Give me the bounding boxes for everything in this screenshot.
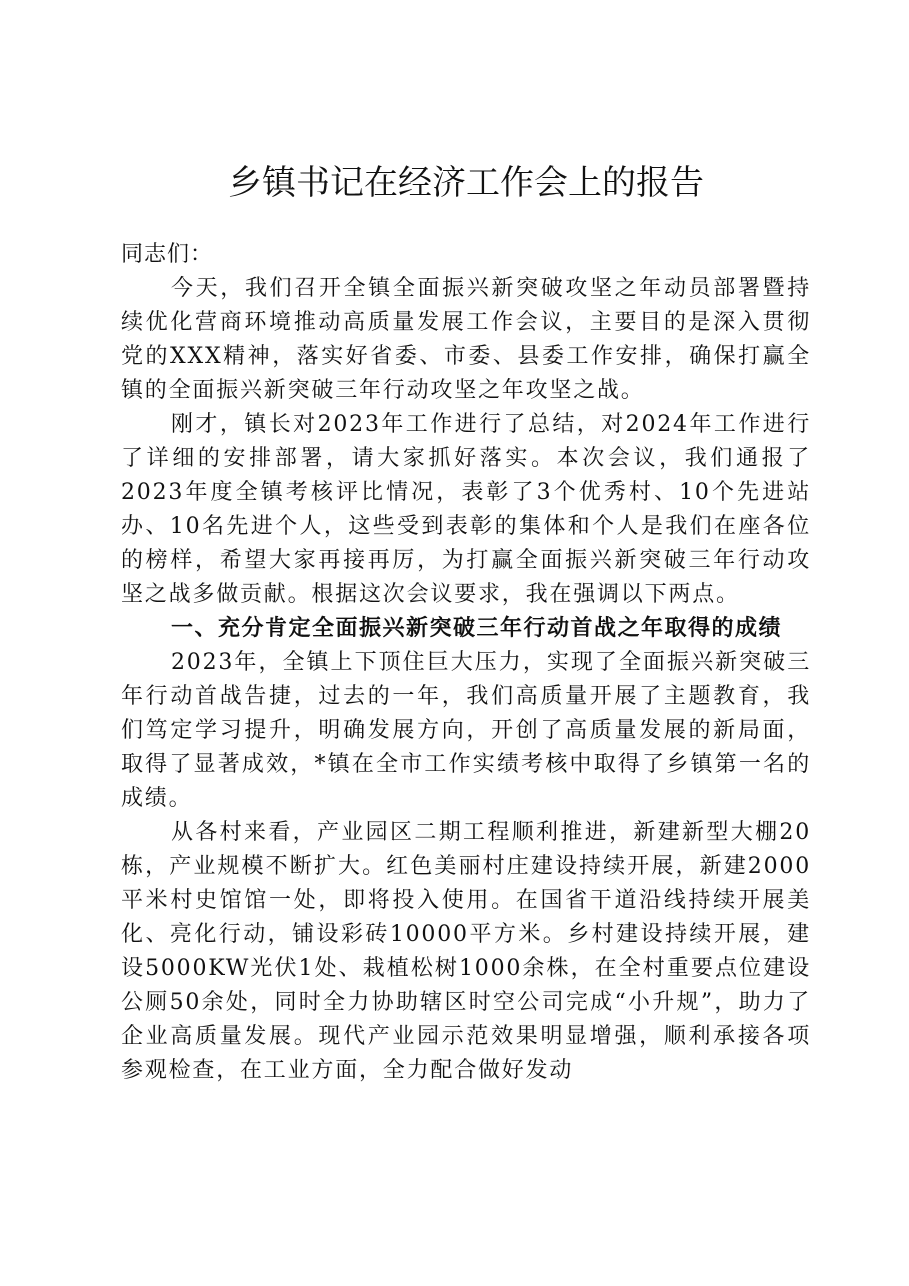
document-body <box>121 160 811 1088</box>
document-title: 乡镇书记在经济工作会上的报告 <box>228 163 704 203</box>
paragraph-achievements: 2023年，全镇上下顶住巨大压力，实现了全面振兴新突破三年行动首战告捷，过去的一年，我们高质量开展了主题教育，我们笃定学习提升，明确发展方向，开创了高质量发展的新局面，取得了显著成效，*镇在全市工作实绩考核中取得了乡镇第一名的成绩。 <box>121 650 811 811</box>
paragraph-opening: 今天，我们召开全镇全面振兴新突破攻坚之年动员部署暨持续优化营商环境推动高质量发展工作会议，主要目的是深入贯彻党的XXX精神，落实好省委、市委、县委工作安排，确保打赢全镇的全面振兴新突破三年行动攻坚之年攻坚之战。 <box>121 276 811 403</box>
salutation: 同志们： <box>121 242 214 267</box>
section-heading: 一、充分肯定全面振兴新突破三年行动首战之年取得的成绩 <box>171 616 783 641</box>
paragraph-summary: 刚才，镇长对2023年工作进行了总结，对2024年工作进行了详细的安排部署，请大家抓好落实。本次会议，我们通报了2023年度全镇考核评比情况，表彰了3个优秀村、10个先进站办、10名先进个人，这些受到表彰的集体和个人是我们在座各位的榜样，希望大家再接再厉，为打赢全面振兴新突破三年行动攻坚之战多做贡献。根据这次会议要求，我在强调以下两点。 <box>121 412 811 607</box>
paragraph-village-progress: 从各村来看，产业园区二期工程顺利推进，新建新型大棚20栋，产业规模不断扩大。红色美丽村庄建设持续开展，新建2000平米村史馆馆一处，即将投入使用。在国省干道沿线持续开展美化、亮化行动，铺设彩砖10000平方米。乡村建设持续开展，建设5000KW光伏1处、栽植松树1000余株，在全村重要点位建设公厕50余处，同时全力协助辖区时空公司完成“小升规”，助力了企业高质量发展。现代产业园示范效果明显增强，顺利承接各项参观检查，在工业方面，全力配合做好发动 <box>121 820 811 1083</box>
